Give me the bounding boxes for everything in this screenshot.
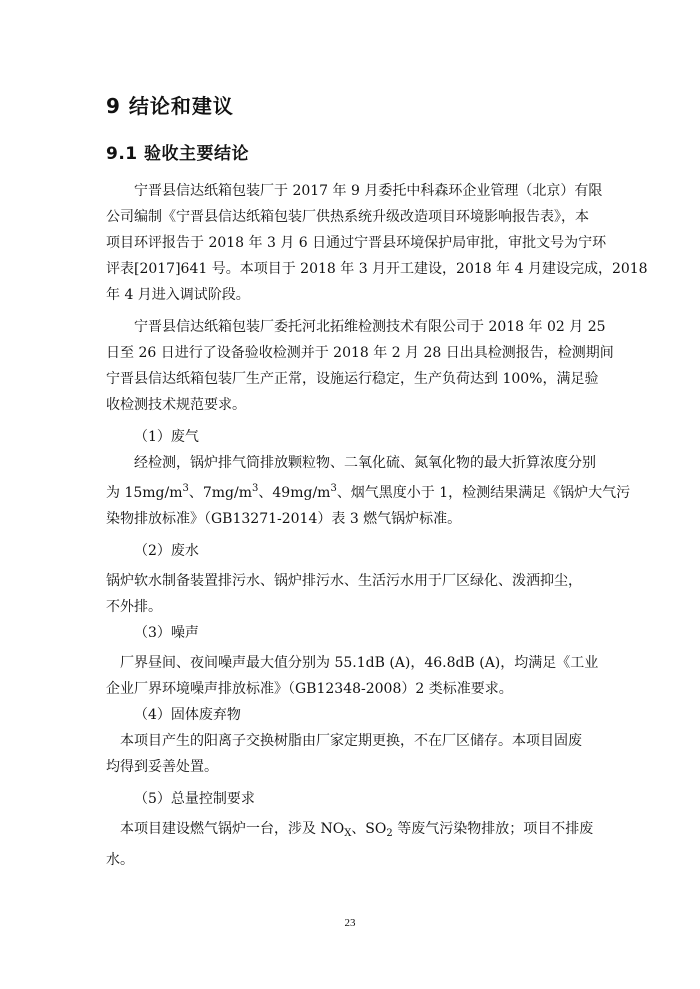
text-line: 不外排。 (106, 599, 162, 615)
text-line: 宁晋县信达纸箱包装厂生产正常，设施运行稳定，生产负荷达到 100%，满足验 (106, 371, 599, 387)
subsection-total-control (106, 786, 596, 873)
text-line: 收检测技术规范要求。 (106, 397, 246, 413)
text-line: 染物排放标准》（GB13271-2014）表 3 燃气锅炉标准。 (106, 511, 462, 527)
subsection-title: （2）废水 (134, 543, 199, 559)
subsection-noise (106, 620, 599, 702)
text-line: 公司编制《宁晋县信达纸箱包装厂供热系统升级改造项目环境影响报告表》，本 (106, 209, 589, 225)
text-line: 项目环评报告于 2018 年 3 月 6 日通过宁晋县环境保护局审批，审批文号为宁环 (106, 235, 607, 251)
page-number: 23 (344, 917, 356, 929)
text-line: 厂界昼间、夜间噪声最大值分别为 55.1dB (A)，46.8dB (A)，均满足《工业 (120, 655, 599, 671)
text-line: 本项目产生的阳离子交换树脂由厂家定期更换，不在厂区储存。本项目固废 (120, 733, 582, 749)
chapter-heading: 9 结论和建议 (106, 94, 234, 118)
text-line: 日至 26 日进行了设备验收检测并于 2018 年 2 月 28 日出具检测报告，检测期间 (106, 345, 614, 361)
text-line-with-subscripts: 本项目建设燃气锅炉一台，涉及 $NO_X$、$SO_2$ 等废气污染物排放；项目不排废 (120, 821, 594, 839)
text-line: 企业厂界环境噪声排放标准》（GB12348-2008）2 类标准要求。 (106, 681, 513, 697)
subsection-waste-gas (106, 424, 631, 532)
paragraph-monitoring (106, 314, 614, 418)
text-line: 均得到妥善处置。 (106, 759, 218, 775)
paragraph-approval (106, 178, 648, 308)
subsection-title: （1）废气 (134, 429, 199, 445)
text-line: 锅炉软水制备装置排污水、锅炉排污水、生活污水用于厂区绿化、泼洒抑尘， (106, 573, 582, 589)
subsection-waste-water (106, 538, 596, 620)
subsection-solid-waste (106, 702, 596, 780)
text-line: 经检测，锅炉排气筒排放颗粒物、二氧化硫、氮氧化物的最大折算浓度分别 (134, 455, 596, 471)
subsection-title: （5）总量控制要求 (134, 791, 255, 807)
text-line: 宁晋县信达纸箱包装厂于 2017 年 9 月委托中科森环企业管理（北京）有限 (134, 183, 603, 199)
section-heading: 9.1 验收主要结论 (106, 144, 250, 164)
text-line: 年 4 月进入调试阶段。 (106, 287, 250, 303)
subsection-title: （4）固体废弃物 (134, 707, 241, 723)
subsection-title: （3）噪声 (134, 625, 199, 641)
text-line: 水。 (106, 852, 134, 868)
text-line: 评表[2017]641 号。本项目于 2018 年 3 月开工建设，2018 年 4 月建设完成，2018 (106, 261, 648, 277)
text-line: 宁晋县信达纸箱包装厂委托河北拓维检测技术有限公司于 2018 年 02 月 25 (134, 319, 606, 335)
text-line-with-superscripts: 为 $15mg/m^3$、$7mg/m^3$、$49mg/m^3$、烟气黑度小于 1，检测结果满足《锅炉大气污 (106, 483, 631, 501)
